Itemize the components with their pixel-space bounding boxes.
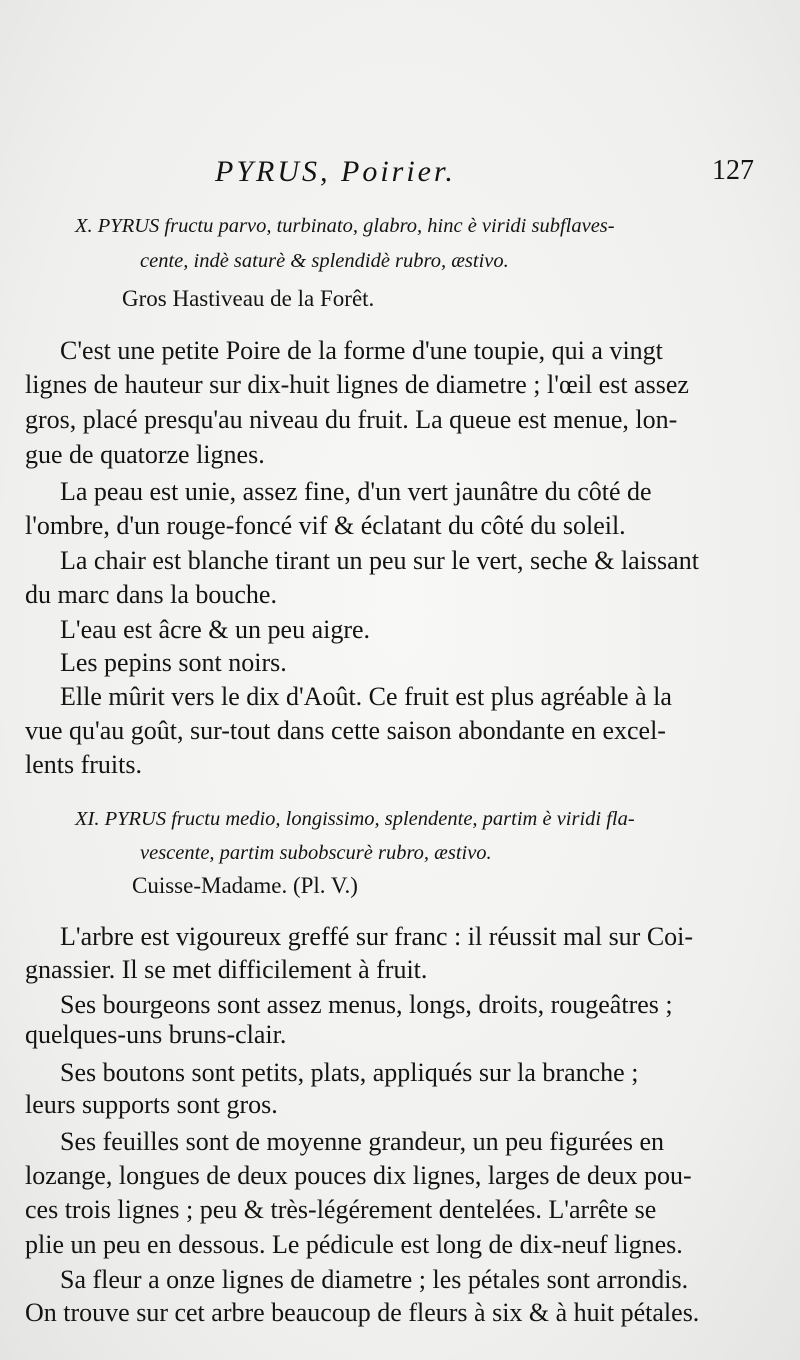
body-text-line: Ses feuilles sont de moyenne grandeur, un peu figurées en	[60, 1127, 665, 1156]
latin-description-line: vescente, partim subobscurè rubro, æstivo.	[140, 842, 492, 864]
page-number: 127	[712, 155, 754, 186]
body-text-line: L'arbre est vigoureux greffé sur franc : il réussit mal sur Coi-	[60, 922, 694, 951]
running-header	[0, 155, 800, 195]
variety-name: Gros Hastiveau de la Forêt.	[122, 286, 375, 311]
body-text-line: L'eau est âcre & un peu aigre.	[60, 615, 371, 644]
body-text-line: lents fruits.	[25, 750, 142, 779]
body-text-line: plie un peu en dessous. Le pédicule est long de dix-neuf lignes.	[25, 1230, 683, 1259]
body-text-line: Ses bourgeons sont assez menus, longs, droits, rougeâtres ;	[60, 990, 673, 1019]
body-text-line: gros, placé presqu'au niveau du fruit. La queue est menue, lon-	[25, 405, 678, 434]
body-text-line: du marc dans la bouche.	[25, 580, 277, 609]
body-text-line: Elle mûrit vers le dix d'Août. Ce fruit est plus agréable à la	[60, 682, 672, 711]
latin-description-line: X. PYRUS fructu parvo, turbinato, glabro, hinc è viridi subflaves-	[75, 215, 615, 237]
body-text-line: La chair est blanche tirant un peu sur le vert, seche & laissant	[60, 546, 699, 575]
body-text-line: Les pepins sont noirs.	[60, 648, 287, 677]
latin-description-line: XI. PYRUS fructu medio, longissimo, splendente, partim è viridi fla-	[75, 808, 635, 830]
body-text-line: C'est une petite Poire de la forme d'une toupie, qui a vingt	[60, 336, 663, 365]
body-text-line: lozange, longues de deux pouces dix lignes, larges de deux pou-	[25, 1161, 692, 1190]
body-text-line: ces trois lignes ; peu & très-légérement dentelées. L'arrête se	[25, 1195, 657, 1224]
body-text-line: lignes de hauteur sur dix-huit lignes de diametre ; l'œil est assez	[25, 370, 689, 399]
body-text-line: gue de quatorze lignes.	[25, 440, 265, 469]
variety-name: Cuisse-Madame. (Pl. V.)	[132, 873, 358, 898]
latin-description-line: cente, indè saturè & splendidè rubro, æstivo.	[140, 250, 509, 272]
body-text-line: Sa fleur a onze lignes de diametre ; les pétales sont arrondis.	[60, 1265, 689, 1294]
body-text-line: vue qu'au goût, sur-tout dans cette saison abondante en excel-	[25, 716, 666, 745]
body-text-line: On trouve sur cet arbre beaucoup de fleurs à six & à huit pétales.	[25, 1298, 700, 1327]
body-text-line: gnassier. Il se met difficilement à fruit.	[25, 955, 428, 984]
body-text-line: quelques-uns bruns-clair.	[25, 1020, 287, 1049]
body-text-line: Ses boutons sont petits, plats, appliqués sur la branche ;	[60, 1058, 639, 1087]
body-text-line: l'ombre, d'un rouge-foncé vif & éclatant du côté du soleil.	[25, 511, 626, 540]
body-text-line: leurs supports sont gros.	[25, 1090, 278, 1119]
body-text-line: La peau est unie, assez fine, d'un vert jaunâtre du côté de	[60, 477, 652, 506]
running-title: PYRUS, Poirier.	[215, 155, 456, 188]
